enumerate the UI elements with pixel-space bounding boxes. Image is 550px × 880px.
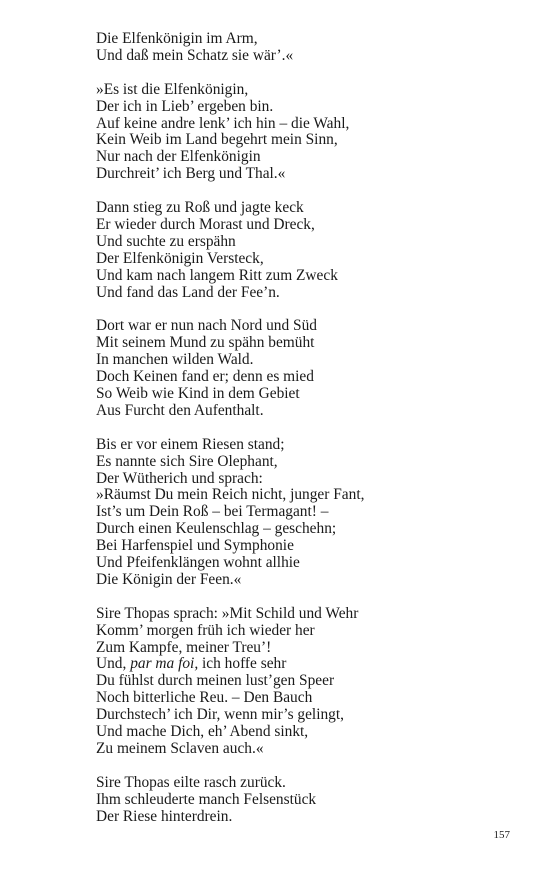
page-number: 157 <box>493 829 510 841</box>
verse-line: Auf keine andre lenk’ ich hin – die Wahl, <box>96 114 350 132</box>
verse-line: Und kam nach langem Ritt zum Zweck <box>96 266 338 284</box>
verse-line: »Räumst Du mein Reich nicht, junger Fant, <box>96 486 365 504</box>
verse-line: Durch einen Keulenschlag – geschehn; <box>96 520 337 538</box>
stanza <box>96 775 516 826</box>
verse-line: Ihm schleuderte manch Felsenstück <box>96 790 317 808</box>
verse-line: Zu meinem Sclaven auch.« <box>96 739 264 757</box>
verse-line: Bei Harfenspiel und Symphonie <box>96 537 294 555</box>
stanza <box>96 200 516 301</box>
verse-line: Zum Kampfe, meiner Treu’! <box>96 638 272 656</box>
verse-line: So Weib wie Kind in dem Gebiet <box>96 384 300 402</box>
verse-line: Noch bitterliche Reu. – Den Bauch <box>96 689 313 707</box>
verse-line: Dort war er nun nach Nord und Süd <box>96 317 317 335</box>
verse-line: Komm’ morgen früh ich wieder her <box>96 621 315 639</box>
verse-line: Es nannte sich Sire Olephant, <box>96 452 278 470</box>
verse-line: Die Elfenkönigin im Arm, <box>96 30 258 47</box>
verse-line: Aus Furcht den Aufenthalt. <box>96 401 264 419</box>
verse-line: Du fühlst durch meinen lust’gen Speer <box>96 672 335 690</box>
verse-line: In manchen wilden Wald. <box>96 351 254 369</box>
verse-line: Der Riese hinterdrein. <box>96 807 233 825</box>
verse-line: Und suchte zu erspähn <box>96 232 236 250</box>
stanza <box>96 31 516 65</box>
verse-line: Dann stieg zu Roß und jagte keck <box>96 199 304 217</box>
verse-line: Kein Weib im Land begehrt mein Sinn, <box>96 131 338 149</box>
verse-line: »Es ist die Elfenkönigin, <box>96 80 249 98</box>
verse-line: Doch Keinen fand er; denn es mied <box>96 368 314 386</box>
verse-line: Und, par ma foi, ich hoffe sehr <box>96 655 287 673</box>
verse-line: Mit seinem Mund zu spähn bemüht <box>96 334 315 352</box>
verse-line: Und Pfeifenklängen wohnt allhie <box>96 554 300 572</box>
verse-line: Ist’s um Dein Roß – bei Termagant! – <box>96 503 329 521</box>
verse-line: Und mache Dich, eh’ Abend sinkt, <box>96 723 309 741</box>
stanza <box>96 606 516 758</box>
verse-line: Nur nach der Elfenkönigin <box>96 148 261 166</box>
verse-line: Durchreit’ ich Berg und Thal.« <box>96 165 286 183</box>
verse-line: Und fand das Land der Fee’n. <box>96 283 280 301</box>
verse-line: Der Elfenkönigin Versteck, <box>96 249 264 267</box>
verse-line: Er wieder durch Morast und Dreck, <box>96 215 315 233</box>
verse-line: Sire Thopas eilte rasch zurück. <box>96 773 286 791</box>
verse-line: Bis er vor einem Riesen stand; <box>96 435 285 453</box>
verse-line: Der ich in Lieb’ ergeben bin. <box>96 97 274 115</box>
stanza <box>96 318 516 419</box>
verse-line: Sire Thopas sprach: »Mit Schild und Wehr <box>96 604 359 622</box>
verse-line: Durchstech’ ich Dir, wenn mir’s gelingt, <box>96 706 344 724</box>
stanza <box>96 437 516 589</box>
italic-phrase: par ma foi, <box>130 655 199 673</box>
verse-line: Die Königin der Feen.« <box>96 570 242 588</box>
verse-line: Der Wütherich und sprach: <box>96 469 263 487</box>
poem-text <box>96 31 516 842</box>
verse-line: Und daß mein Schatz sie wär’.« <box>96 46 294 64</box>
stanza <box>96 82 516 183</box>
